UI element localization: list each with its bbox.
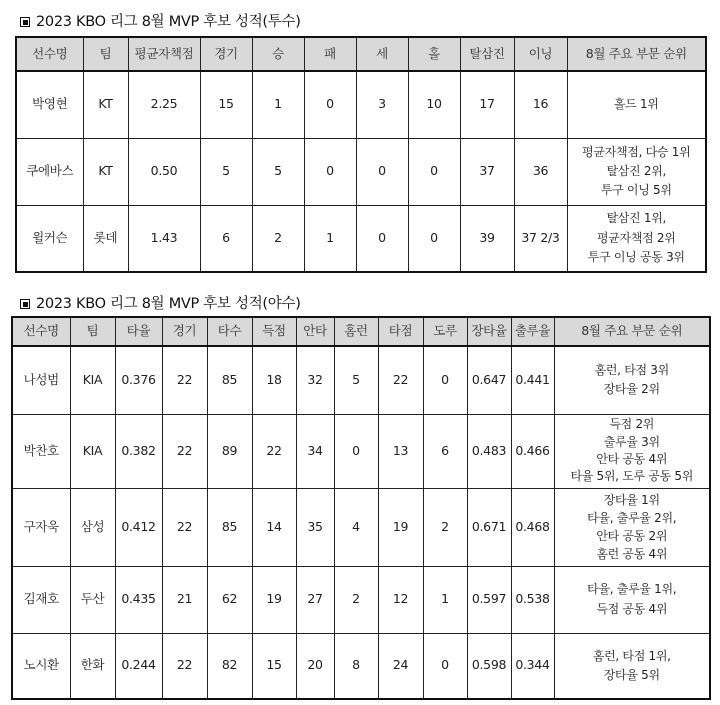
at-bats: 85: [207, 488, 252, 566]
pitcher-title-text: 2023 KBO 리그 8월 MVP 후보 성적(투수): [36, 14, 301, 30]
batter-section-title: [20, 292, 301, 313]
team: 롯데: [83, 205, 128, 272]
table-row: [12, 414, 710, 488]
holds: 0: [408, 205, 460, 272]
slg: 0.598: [467, 633, 511, 699]
avg: 0.244: [115, 633, 162, 699]
saves: 0: [356, 138, 408, 205]
runs: 19: [252, 566, 296, 633]
innings: 16: [514, 71, 567, 138]
column-header-steals: 도루: [423, 317, 467, 346]
home-runs: 5: [334, 346, 378, 414]
column-header-at-bats: 타수: [207, 317, 252, 346]
home-runs: 2: [334, 566, 378, 633]
at-bats: 82: [207, 633, 252, 699]
ranking-line: 홈런 공동 4위: [596, 547, 668, 561]
team: KT: [83, 138, 128, 205]
at-bats: 85: [207, 346, 252, 414]
innings: 36: [514, 138, 567, 205]
player-name: 윌커슨: [16, 205, 83, 272]
hits: 32: [296, 346, 334, 414]
saves: 0: [356, 205, 408, 272]
august-rankings: [554, 633, 710, 699]
games: 15: [200, 71, 252, 138]
ranking-line: 장타율 2위: [603, 382, 660, 397]
column-header-strikeouts: 탈삼진: [460, 37, 514, 71]
rbi: 12: [378, 566, 423, 633]
table-row: [12, 488, 710, 566]
column-header-team: 팀: [83, 37, 128, 71]
strikeouts: 17: [460, 71, 514, 138]
era: 2.25: [128, 71, 200, 138]
steals: 1: [423, 566, 467, 633]
ranking-line: 투구 이닝 5위: [600, 183, 672, 198]
square-bullet-icon: [20, 299, 30, 309]
ranking-line: 타율 5위, 도루 공동 5위: [570, 469, 694, 484]
games: 22: [162, 346, 207, 414]
rbi: 13: [378, 414, 423, 488]
column-header-saves: 세: [356, 37, 408, 71]
obp: 0.466: [511, 414, 554, 488]
games: 22: [162, 633, 207, 699]
ranking-line: 득점 2위: [609, 417, 655, 432]
losses: 0: [304, 71, 356, 138]
player-name: 나성범: [12, 346, 70, 414]
batter-stats-table: [11, 316, 711, 700]
innings: 37 2/3: [514, 205, 567, 272]
hits: 35: [296, 488, 334, 566]
ranking-line: 타율, 출루율 1위,: [587, 582, 677, 597]
pitcher-stats-table: [15, 36, 707, 273]
runs: 18: [252, 346, 296, 414]
table-row: [12, 346, 710, 414]
column-header-avg: 타율: [115, 317, 162, 346]
team: 삼성: [70, 488, 115, 566]
games: 22: [162, 488, 207, 566]
games: 5: [200, 138, 252, 205]
avg: 0.435: [115, 566, 162, 633]
column-header-slg: 장타율: [467, 317, 511, 346]
ranking-line: 득점 공동 4위: [596, 601, 668, 616]
rbi: 24: [378, 633, 423, 699]
steals: 0: [423, 346, 467, 414]
batter-title-text: 2023 KBO 리그 8월 MVP 후보 성적(야수): [36, 296, 301, 312]
player-name: 김재호: [12, 566, 70, 633]
ranking-line: 탈삼진 1위,: [606, 211, 667, 226]
obp: 0.538: [511, 566, 554, 633]
column-header-name: 선수명: [12, 317, 70, 346]
ranking-line: 홀드 1위: [613, 97, 659, 112]
august-rankings: [567, 138, 706, 205]
column-header-losses: 패: [304, 37, 356, 71]
column-header-games: 경기: [162, 317, 207, 346]
team: KIA: [70, 414, 115, 488]
column-header-rbi: 타점: [378, 317, 423, 346]
column-header-games: 경기: [200, 37, 252, 71]
column-header-august-rankings: 8월 주요 부문 순위: [554, 317, 710, 346]
august-rankings: [567, 205, 706, 272]
column-header-august-rankings: 8월 주요 부문 순위: [567, 37, 706, 71]
team: 한화: [70, 633, 115, 699]
rbi: 22: [378, 346, 423, 414]
losses: 0: [304, 138, 356, 205]
ranking-line: 평균자책점, 다승 1위: [582, 144, 691, 159]
steals: 2: [423, 488, 467, 566]
ranking-line: 평균자책점 2위: [596, 230, 676, 245]
ranking-line: 타율, 출루율 2위,: [587, 511, 677, 525]
column-header-team: 팀: [70, 317, 115, 346]
wins: 5: [252, 138, 304, 205]
runs: 15: [252, 633, 296, 699]
table-header-row: [12, 317, 710, 346]
at-bats: 89: [207, 414, 252, 488]
obp: 0.344: [511, 633, 554, 699]
rbi: 19: [378, 488, 423, 566]
hits: 34: [296, 414, 334, 488]
era: 0.50: [128, 138, 200, 205]
team: 두산: [70, 566, 115, 633]
table-row: [12, 633, 710, 699]
august-rankings: [554, 414, 710, 488]
slg: 0.671: [467, 488, 511, 566]
runs: 22: [252, 414, 296, 488]
august-rankings: [554, 566, 710, 633]
square-bullet-icon: [20, 17, 30, 27]
avg: 0.376: [115, 346, 162, 414]
steals: 0: [423, 633, 467, 699]
steals: 6: [423, 414, 467, 488]
slg: 0.483: [467, 414, 511, 488]
obp: 0.441: [511, 346, 554, 414]
pitcher-section-title: [20, 10, 301, 31]
losses: 1: [304, 205, 356, 272]
slg: 0.647: [467, 346, 511, 414]
ranking-line: 탈삼진 2위,: [606, 163, 667, 178]
august-rankings: [554, 346, 710, 414]
home-runs: 0: [334, 414, 378, 488]
ranking-line: 안타 공동 4위: [596, 452, 668, 466]
runs: 14: [252, 488, 296, 566]
august-rankings: [567, 71, 706, 138]
ranking-line: 안타 공동 2위: [596, 529, 668, 543]
games: 6: [200, 205, 252, 272]
column-header-runs: 득점: [252, 317, 296, 346]
hits: 27: [296, 566, 334, 633]
at-bats: 62: [207, 566, 252, 633]
player-name: 구자욱: [12, 488, 70, 566]
table-row: [16, 71, 706, 138]
obp: 0.468: [511, 488, 554, 566]
august-rankings: [554, 488, 710, 566]
column-header-hits: 안타: [296, 317, 334, 346]
player-name: 박찬호: [12, 414, 70, 488]
column-header-innings: 이닝: [514, 37, 567, 71]
team: KIA: [70, 346, 115, 414]
holds: 0: [408, 138, 460, 205]
saves: 3: [356, 71, 408, 138]
avg: 0.382: [115, 414, 162, 488]
home-runs: 4: [334, 488, 378, 566]
player-name: 쿠에바스: [16, 138, 83, 205]
wins: 2: [252, 205, 304, 272]
ranking-line: 장타율 1위: [603, 493, 660, 507]
holds: 10: [408, 71, 460, 138]
era: 1.43: [128, 205, 200, 272]
home-runs: 8: [334, 633, 378, 699]
player-name: 박영현: [16, 71, 83, 138]
column-header-holds: 홀: [408, 37, 460, 71]
table-row: [16, 205, 706, 272]
table-header-row: [16, 37, 706, 71]
hits: 20: [296, 633, 334, 699]
wins: 1: [252, 71, 304, 138]
ranking-line: 투구 이닝 공동 3위: [587, 249, 685, 264]
slg: 0.597: [467, 566, 511, 633]
strikeouts: 39: [460, 205, 514, 272]
ranking-line: 출루율 3위: [603, 434, 660, 449]
player-name: 노시환: [12, 633, 70, 699]
strikeouts: 37: [460, 138, 514, 205]
column-header-era: 평균자책점: [128, 37, 200, 71]
avg: 0.412: [115, 488, 162, 566]
table-row: [12, 566, 710, 633]
table-row: [16, 138, 706, 205]
games: 22: [162, 414, 207, 488]
ranking-line: 장타율 5위: [603, 667, 660, 682]
column-header-obp: 출루율: [511, 317, 554, 346]
column-header-home-runs: 홈런: [334, 317, 378, 346]
column-header-name: 선수명: [16, 37, 83, 71]
ranking-line: 홈런, 타점 1위,: [592, 648, 671, 663]
team: KT: [83, 71, 128, 138]
ranking-line: 홈런, 타점 3위: [594, 363, 669, 378]
column-header-wins: 승: [252, 37, 304, 71]
games: 21: [162, 566, 207, 633]
